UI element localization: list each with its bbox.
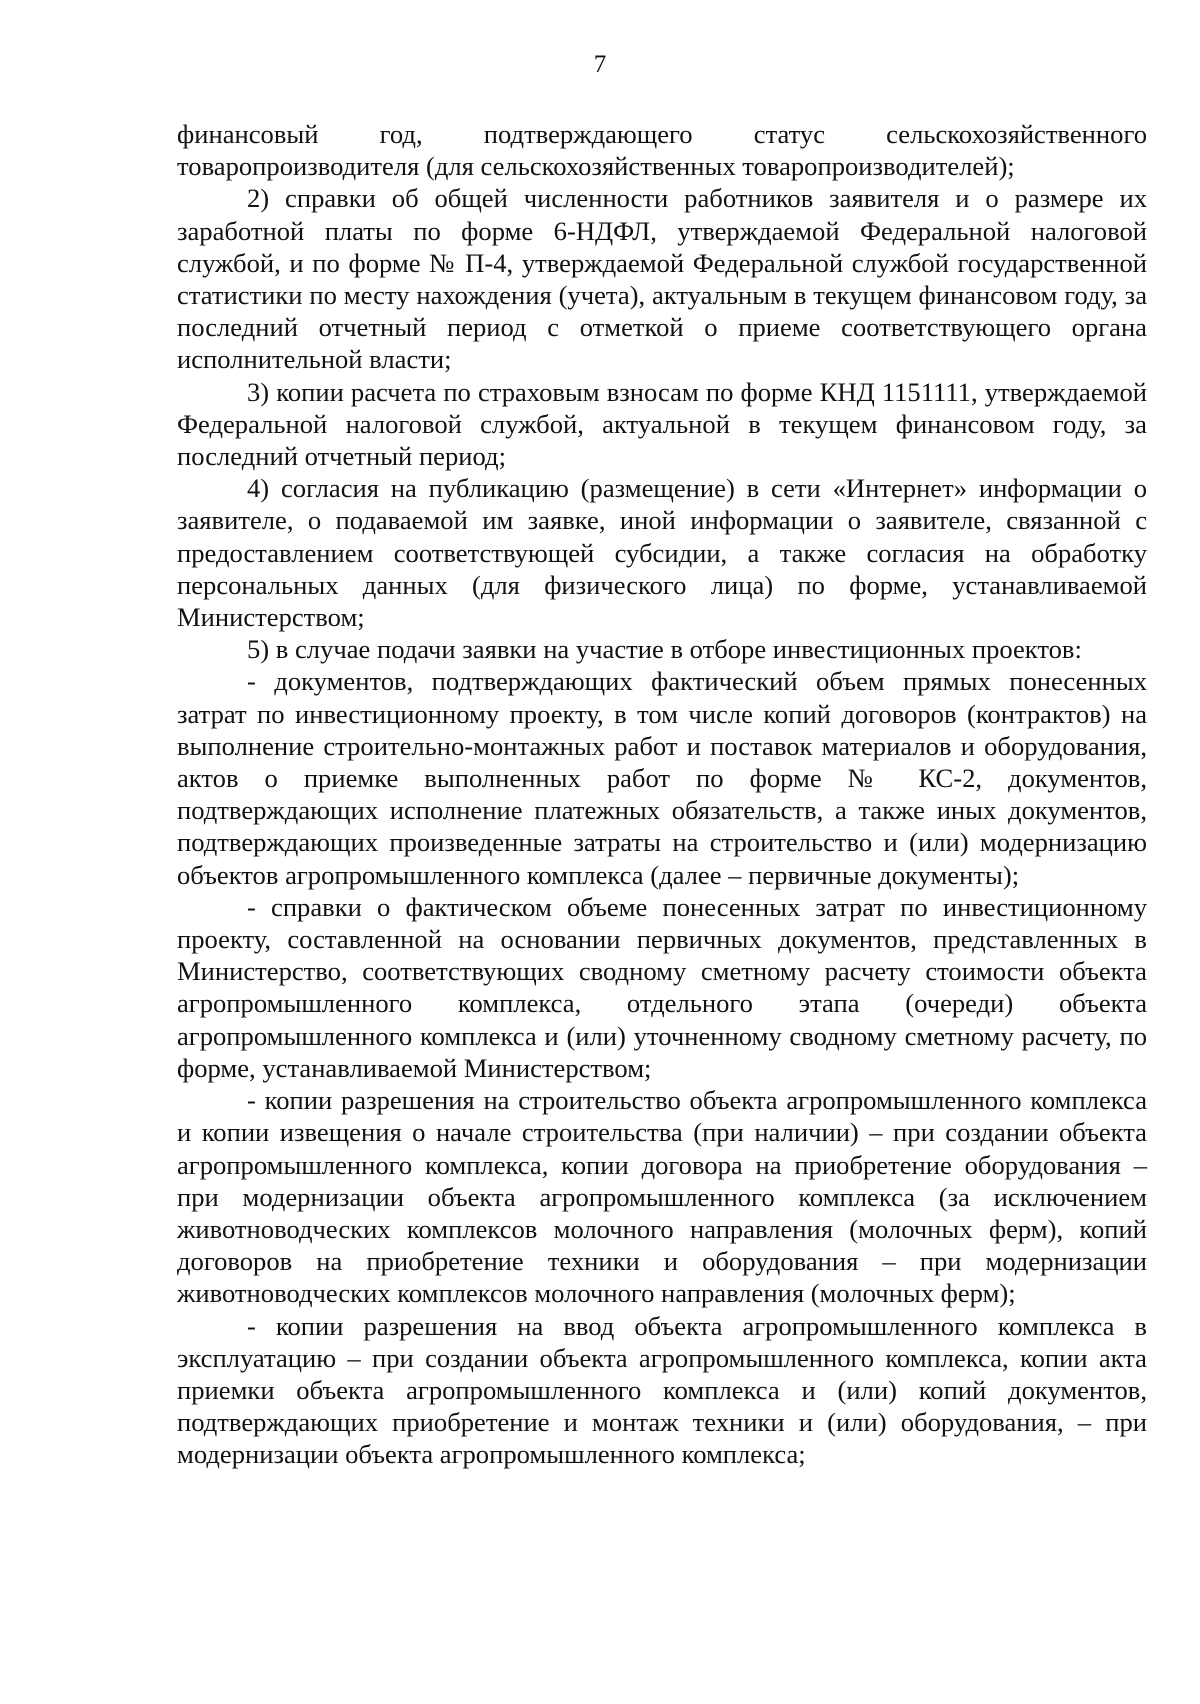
paragraph-item-3: 3) копии расчета по страховым взносам по форме КНД 1151111, утверждаемой Федеральной налоговой службой, актуальной в текущем финансовом году, за последний отчетный период;: [177, 376, 1147, 472]
paragraph-item-4: 4) согласия на публикацию (размещение) в сети «Интернет» информации о заявителе, о подаваемой им заявке, иной информации о заявителе, связанной с предоставлением соответствующей субсидии, а также согласия на обработку персональных данных (для физического лица) по форме, устанавливаемой Министерством;: [177, 473, 1147, 633]
paragraph-item-2: 2) справки об общей численности работников заявителя и о размере их заработной платы по форме 6-НДФЛ, утверждаемой Федеральной налоговой службой, и по форме № П-4, утверждаемой Федеральной службой государственной статистики по месту нахождения (учета), актуальным в текущем финансовом году, за последний отчетный период с отметкой о приеме соответствующего органа исполнительной власти;: [177, 183, 1147, 375]
document-body: [177, 118, 1147, 1471]
paragraph-continuation: финансовый год, подтверждающего статус сельскохозяйственного товаропроизводителя (для сельскохозяйственных товаропроизводителей);: [177, 119, 1147, 182]
paragraph-bullet-primary-documents: - документов, подтверждающих фактический объем прямых понесенных затрат по инвестиционному проекту, в том числе копий договоров (контрактов) на выполнение строительно-монтажных работ и поставок материалов и оборудования, актов о приемке выполненных работ по форме № КС-2, документов, подтверждающих исполнение платежных обязательств, а также иных документов, подтверждающих произведенные затраты на строительство и (или) модернизацию объектов агропромышленного комплекса (далее – первичные документы);: [177, 666, 1147, 890]
paragraph-bullet-construction-permit: - копии разрешения на строительство объекта агропромышленного комплекса и копии извещения о начале строительства (при наличии) – при создании объекта агропромышленного комплекса, копии договора на приобретение оборудования – при модернизации объекта агропромышленного комплекса (за исключением животноводческих комплексов молочного направления (молочных ферм), копий договоров на приобретение техники и оборудования – при модернизации животноводческих комплексов молочного направления (молочных ферм);: [177, 1085, 1147, 1309]
paragraph-bullet-commissioning-permit: - копии разрешения на ввод объекта агропромышленного комплекса в эксплуатацию – при создании объекта агропромышленного комплекса, копии акта приемки объекта агропромышленного комплекса и (или) копий документов, подтверждающих приобретение и монтаж техники и (или) оборудования, – при модернизации объекта агропромышленного комплекса;: [177, 1310, 1147, 1470]
paragraph-bullet-cost-certificate: - справки о фактическом объеме понесенных затрат по инвестиционному проекту, составленной на основании первичных документов, представленных в Министерство, соответствующих сводному сметному расчету стоимости объекта агропромышленного комплекса, отдельного этапа (очереди) объекта агропромышленного комплекса и (или) уточненному сводному сметному расчету, по форме, устанавливаемой Министерством;: [177, 891, 1147, 1083]
page-number: 7: [593, 51, 607, 78]
paragraph-item-5: 5) в случае подачи заявки на участие в отборе инвестиционных проектов:: [247, 634, 1082, 665]
